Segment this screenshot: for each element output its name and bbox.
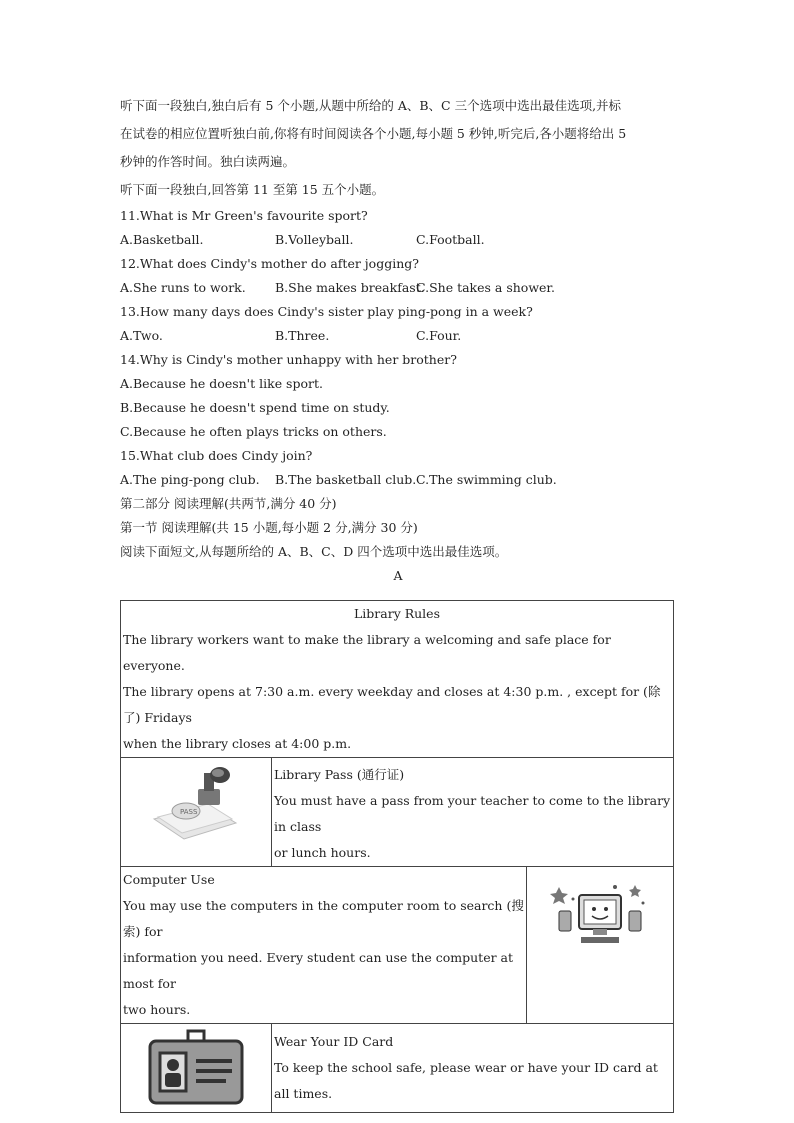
option-c: C.Four. — [416, 328, 462, 343]
option-c: C.She takes a shower. — [416, 280, 556, 295]
id-title: Wear Your ID Card — [274, 1034, 394, 1049]
option-b: B.Three. — [275, 328, 330, 343]
option-c: C.Football. — [416, 232, 485, 247]
listening-section — [120, 92, 676, 588]
option-b: B.Because he doesn't spend time on study. — [120, 400, 390, 415]
library-rules-table — [120, 600, 674, 1113]
pass-image-cell — [121, 758, 272, 867]
rules-intro-cell — [121, 601, 674, 758]
question-15: 15.What club does Cindy join? — [120, 448, 313, 463]
rules-intro-2a: The library opens at 7:30 a.m. every weekday and closes at 4:30 p.m. , except for (除了) Fridays — [123, 684, 661, 725]
computer-image-cell — [527, 867, 674, 1024]
computer-text-1: You may use the computers in the computer room to search (搜索) for — [123, 898, 524, 939]
passage-label: A — [393, 568, 403, 583]
question-13: 13.How many days does Cindy's sister play ping-pong in a week? — [120, 304, 533, 319]
id-text-cell — [272, 1024, 674, 1113]
pass-text-1: You must have a pass from your teacher to come to the library in class — [274, 793, 671, 834]
option-a: A.Basketball. — [120, 232, 204, 247]
options-13 — [120, 324, 676, 348]
question-11: 11.What is Mr Green's favourite sport? — [120, 208, 368, 223]
option-a: A.Two. — [120, 328, 163, 343]
pass-text-cell — [272, 758, 674, 867]
option-a: A.She runs to work. — [120, 280, 246, 295]
pass-text-2: or lunch hours. — [274, 845, 371, 860]
listening-instructions — [120, 92, 676, 176]
computer-title: Computer Use — [123, 872, 215, 887]
computer-text-3: two hours. — [123, 1002, 191, 1017]
computer-icon — [527, 867, 673, 967]
stamp-icon — [121, 758, 271, 844]
option-b: B.She makes breakfast. — [275, 280, 425, 295]
pass-title: Library Pass (通行证) — [274, 767, 405, 782]
option-a: A.Because he doesn't like sport. — [120, 376, 323, 391]
options-15 — [120, 468, 676, 492]
rules-intro-2b: when the library closes at 4:00 p.m. — [123, 736, 352, 751]
rules-intro-1: The library workers want to make the library a welcoming and safe place for everyone. — [123, 632, 611, 673]
instruction-line-1: 听下面一段独白,独白后有 5 个小题,从题中所给的 A、B、C 三个选项中选出最佳选项,并标 — [120, 98, 622, 113]
option-a: A.The ping-pong club. — [120, 472, 260, 487]
option-c: C.Because he often plays tricks on others. — [120, 424, 387, 439]
pass-stamp-text: PASS — [180, 808, 198, 816]
computer-text-cell — [121, 867, 527, 1024]
instruction-line-2: 在试卷的相应位置听独白前,你将有时间阅读各个小题,每小题 5 秒钟,听完后,各小题将给出 5 — [120, 126, 627, 141]
part2-heading: 第二部分 阅读理解(共两节,满分 40 分) — [120, 496, 337, 511]
option-b: B.The basketball club. — [275, 472, 417, 487]
question-12: 12.What does Cindy's mother do after jogging? — [120, 256, 419, 271]
computer-text-2: information you need. Every student can use the computer at most for — [123, 950, 514, 991]
rules-title: Library Rules — [353, 606, 440, 621]
id-text: To keep the school safe, please wear or have your ID card at all times. — [274, 1060, 658, 1101]
section1-heading: 第一节 阅读理解(共 15 小题,每小题 2 分,满分 30 分) — [120, 520, 418, 535]
id-image-cell — [121, 1024, 272, 1113]
reading-instruction: 阅读下面短文,从每题所给的 A、B、C、D 四个选项中选出最佳选项。 — [120, 544, 508, 559]
option-b: B.Volleyball. — [275, 232, 354, 247]
options-12 — [120, 276, 676, 300]
id-card-icon — [121, 1024, 271, 1112]
question-14: 14.Why is Cindy's mother unhappy with her brother? — [120, 352, 457, 367]
answer-prompt: 听下面一段独白,回答第 11 至第 15 五个小题。 — [120, 182, 385, 197]
instruction-line-3: 秒钟的作答时间。独白读两遍。 — [120, 154, 296, 169]
options-11 — [120, 228, 676, 252]
option-c: C.The swimming club. — [416, 472, 557, 487]
